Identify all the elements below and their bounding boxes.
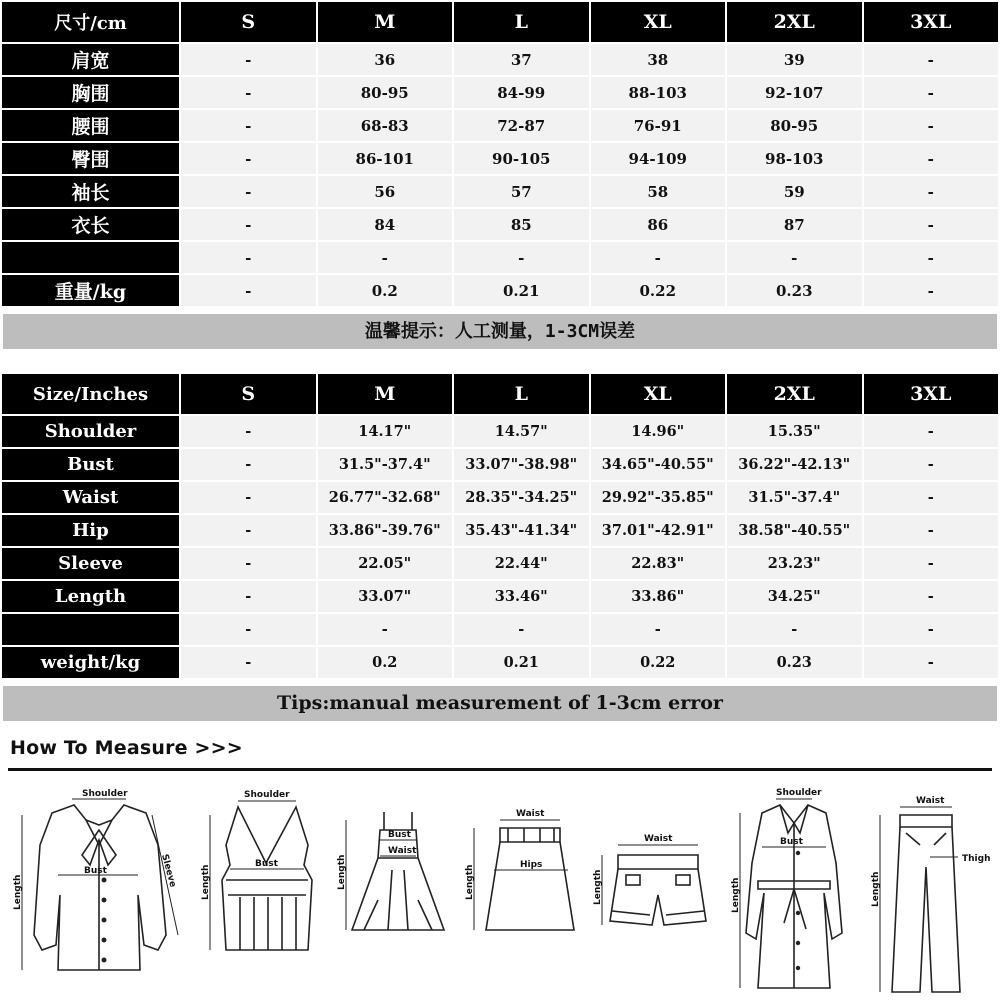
how-to-measure-title: How To Measure >>> [10,737,243,759]
vest-length-label: Length [201,864,211,900]
size-header-cell: L [454,2,589,42]
measurement-value: - [181,416,316,447]
measurement-value: - [864,77,999,108]
coat-length-label: Length [731,877,741,913]
measurement-row [2,647,998,678]
measurement-value: 37 [454,44,589,75]
measurement-value: 14.17" [318,416,453,447]
measurement-value: 0.22 [591,647,726,678]
measurement-label: 胸围 [2,77,179,108]
measurement-value: - [181,44,316,75]
measurement-value: - [181,614,316,645]
measurement-value: - [181,143,316,174]
measurement-value: - [181,515,316,546]
measurement-value: - [864,275,999,306]
measurement-value: - [864,482,999,513]
measurement-value: 36.22"-42.13" [727,449,862,480]
measurement-value: 15.35" [727,416,862,447]
measurement-value: 90-105 [454,143,589,174]
measurement-value: 86-101 [318,143,453,174]
measurement-value: 38 [591,44,726,75]
inch-size-table [0,372,1000,680]
measurement-value: 86 [591,209,726,240]
measurement-label: Waist [2,482,179,513]
measurement-value: 0.21 [454,275,589,306]
measurement-row [2,548,998,579]
measurement-row [2,275,998,306]
measurement-label: Shoulder [2,416,179,447]
measurement-value: - [181,581,316,612]
size-header-cell: 3XL [864,2,999,42]
measurement-value: 31.5"-37.4" [727,482,862,513]
measurement-value: 92-107 [727,77,862,108]
measurement-value: - [181,77,316,108]
measurement-value: 37.01"-42.91" [591,515,726,546]
measurement-value: 0.23 [727,647,862,678]
measurement-value: - [864,110,999,141]
measurement-value: - [181,209,316,240]
measurement-value: 76-91 [591,110,726,141]
measurement-label [2,242,179,273]
measurement-label: 臀围 [2,143,179,174]
measurement-row [2,77,998,108]
size-header-row [2,374,998,414]
measurement-value: - [318,242,453,273]
size-header-cell: 2XL [727,374,862,414]
measurement-value: 29.92"-35.85" [591,482,726,513]
measurement-value: - [181,176,316,207]
measurement-value: 84 [318,209,453,240]
blouse-shoulder-label: Shoulder [82,789,128,799]
size-header-cell: 2XL [727,2,862,42]
coat-bust-label: Bust [780,837,803,847]
measurement-row [2,110,998,141]
size-header-cell: XL [591,374,726,414]
measurement-value: 33.07"-38.98" [454,449,589,480]
inch-measurement-tip: Tips:manual measurement of 1-3cm error [3,686,997,721]
unit-header-cell: Size/Inches [2,374,179,414]
measurement-value: 0.2 [318,647,453,678]
skirt-waist-label: Waist [516,809,545,819]
measurement-value: 22.44" [454,548,589,579]
measurement-value: 0.21 [454,647,589,678]
measurement-value: 34.65"-40.55" [591,449,726,480]
measurement-value: - [181,110,316,141]
pants-thigh-label: Thigh [962,854,991,864]
measurement-row [2,44,998,75]
vest-shoulder-label: Shoulder [244,790,290,800]
measurement-label: 腰围 [2,110,179,141]
measurement-value: - [864,176,999,207]
measurement-value: 0.22 [591,275,726,306]
unit-header-cell: 尺寸/cm [2,2,179,42]
measurement-value: 14.57" [454,416,589,447]
measurement-value: 26.77"-32.68" [318,482,453,513]
measurement-label: 衣长 [2,209,179,240]
measurement-value: - [727,242,862,273]
measurement-value: 87 [727,209,862,240]
measurement-value: 28.35"-34.25" [454,482,589,513]
blouse-diagram [12,785,192,985]
measurement-row [2,614,998,645]
measurement-label: 重量/kg [2,275,179,306]
measurement-value: 80-95 [318,77,453,108]
measurement-value: 39 [727,44,862,75]
measurement-label: Hip [2,515,179,546]
size-header-cell: S [181,2,316,42]
measurement-value: 34.25" [727,581,862,612]
measurement-value: 84-99 [454,77,589,108]
measurement-value: - [181,482,316,513]
vest-bust-label: Bust [255,859,278,869]
blouse-length-label: Length [13,874,23,910]
measurement-row [2,143,998,174]
skirt-hips-label: Hips [520,860,543,870]
size-header-row [2,2,998,42]
measurement-value: 33.86" [591,581,726,612]
measurement-value: 80-95 [727,110,862,141]
section-divider [8,768,992,771]
measurement-value: - [864,647,999,678]
measurement-value: - [864,242,999,273]
measurement-value: - [454,614,589,645]
dress-bust-label: Bust [388,830,411,840]
blouse-sleeve-label: Sleeve [159,853,178,889]
measurement-value: 72-87 [454,110,589,141]
measurement-row [2,581,998,612]
measurement-value: - [864,515,999,546]
measurement-value: - [318,614,453,645]
measurement-row [2,515,998,546]
measurement-value: - [864,614,999,645]
shorts-waist-label: Waist [644,834,673,844]
measurement-value: 33.46" [454,581,589,612]
measurement-value: 22.83" [591,548,726,579]
measurement-value: - [864,209,999,240]
coat-shoulder-label: Shoulder [776,788,822,798]
measurement-value: - [864,548,999,579]
measurement-value: - [181,647,316,678]
garment-diagrams [0,775,1000,1000]
measurement-value: 68-83 [318,110,453,141]
measurement-label: Bust [2,449,179,480]
measurement-value: 33.86"-39.76" [318,515,453,546]
dress-waist-label: Waist [388,846,417,856]
measurement-value: 59 [727,176,862,207]
measurement-value: 88-103 [591,77,726,108]
measurement-label: weight/kg [2,647,179,678]
measurement-value: - [591,614,726,645]
measurement-value: - [864,143,999,174]
measurement-value: 98-103 [727,143,862,174]
measurement-value: 0.23 [727,275,862,306]
size-header-cell: L [454,374,589,414]
pants-waist-label: Waist [916,796,945,806]
measurement-value: - [454,242,589,273]
measurement-value: - [181,548,316,579]
measurement-value: - [181,242,316,273]
pants-length-label: Length [871,871,881,907]
dress-diagram [338,800,458,990]
size-header-cell: M [318,374,453,414]
measurement-row [2,482,998,513]
measurement-value: 85 [454,209,589,240]
measurement-label: 肩宽 [2,44,179,75]
measurement-value: 33.07" [318,581,453,612]
measurement-value: 22.05" [318,548,453,579]
measurement-value: - [864,581,999,612]
measurement-value: - [181,449,316,480]
coat-diagram [730,783,860,998]
size-header-cell: 3XL [864,374,999,414]
measurement-value: - [181,275,316,306]
measurement-value: 57 [454,176,589,207]
measurement-row [2,242,998,273]
measurement-label: Sleeve [2,548,179,579]
skirt-diagram [464,800,584,990]
cm-size-table [0,0,1000,308]
measurement-value: 56 [318,176,453,207]
size-header-cell: M [318,2,453,42]
shorts-diagram [592,825,722,965]
measurement-label [2,614,179,645]
measurement-value: 14.96" [591,416,726,447]
measurement-label: 袖长 [2,176,179,207]
skirt-length-label: Length [465,864,475,900]
measurement-value: 31.5"-37.4" [318,449,453,480]
measurement-value: - [864,449,999,480]
size-header-cell: S [181,374,316,414]
measurement-value: 35.43"-41.34" [454,515,589,546]
measurement-value: 58 [591,176,726,207]
measurement-value: 38.58"-40.55" [727,515,862,546]
measurement-label: Length [2,581,179,612]
measurement-value: 94-109 [591,143,726,174]
size-header-cell: XL [591,2,726,42]
measurement-value: 23.23" [727,548,862,579]
measurement-row [2,209,998,240]
shorts-length-label: Length [593,869,603,905]
measurement-value: - [864,44,999,75]
measurement-row [2,449,998,480]
measurement-row [2,176,998,207]
dress-length-label: Length [337,854,347,890]
measurement-value: - [864,416,999,447]
vest-diagram [200,785,330,985]
measurement-value: 0.2 [318,275,453,306]
measurement-value: - [591,242,726,273]
measurement-row [2,416,998,447]
pants-diagram [866,787,998,997]
measurement-value: - [727,614,862,645]
measurement-value: 36 [318,44,453,75]
blouse-bust-label: Bust [84,866,107,876]
cm-measurement-tip: 温馨提示：人工测量，1-3CM误差 [3,314,997,349]
